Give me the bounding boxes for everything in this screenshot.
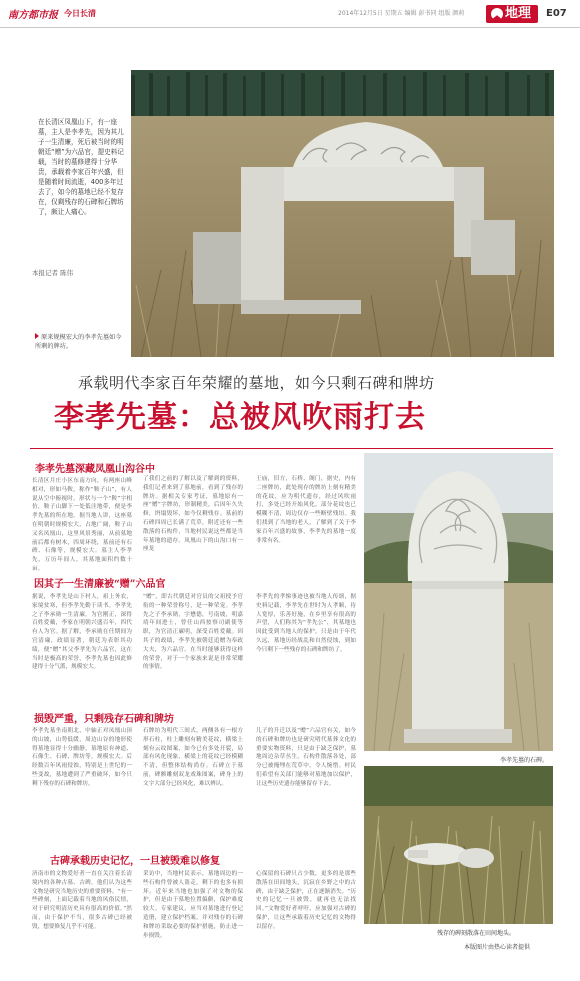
edition-name: 今日长清	[64, 9, 96, 18]
page-number: E07	[546, 8, 567, 19]
section-4-col-3: 心保留的石碑只占少数，更多的是那些散落在田间地头，沉寂在乡野之中的古碑，由于缺乏保护，正在逐渐消失。“历史的记忆一旦被毁，就再也无法找回。”文物爱好者呼吁，应加强对古碑的保护，让这些承载着历史记忆的文物得以留存。	[256, 871, 356, 930]
fallen-stones-photo	[364, 766, 553, 924]
archway-photo-art	[131, 70, 554, 357]
section-3-col-1: 李孝先墓坐南朝北，中轴正对凤凰山顶的山坡，山势低缓，周边山谷的地形使得墓地显得十分幽静，墓地原有神道、石像生、石碑、牌坊等，规模宏大。后经数百年风雨侵蚀，特别是上世纪的一些变故，墓地遭到了严重破坏，如今只剩下残存的石碑和牌坊。	[32, 728, 132, 787]
section-4-col-2: 采访中，当地村民表示，墓地周边的一些石构件曾被人盗走，剩下的也多有损坏。近年来当地也加强了对文物的保护，但是由于墓地位置偏僻，保护难度较大。专家建议，应当对墓地进行登记造册，建立保护档案，并对残存的石碑和牌坊采取必要的保护措施，防止进一步损毁。	[143, 871, 243, 939]
section-title-1: 李孝先墓深藏凤凰山沟谷中	[35, 464, 155, 475]
section-2-col-1: 据说，李孝先是山下村人，祖上务农，家境贫寒，但李孝先勤于读书。李孝先之子李承勋一生清廉，为官刚正，深得百姓爱戴，李家在明朝兴盛百年，四代有人为官。据了解，李承勋在任期间为官清廉，政绩显著，朝廷为表彰其功绩，便“赠”其父李孝先为六品官，这在当时是极高的荣誉，李孝先墓也因此修建得十分气派，规模宏大。	[32, 594, 132, 671]
section-label: 地理	[505, 6, 532, 21]
photo-credit: 本版图片由热心读者提供	[464, 944, 531, 951]
section-title-3: 损毁严重，只剩残存石碑和牌坊	[34, 714, 174, 725]
section-3-col-3: 儿子的升迁以及“赠”六品官有关，如今的石碑和牌坊也是研究明代墓葬文化的重要实物资料，只是由于缺乏保护，墓地周边杂草丛生，石构件散落各处，部分已被掩埋在荒草中，令人惋惜。村民们希望有关部门能够对墓地加以保护，让这些历史遗存能够留存下去。	[256, 728, 356, 787]
stele-photo	[364, 453, 553, 751]
archway-photo	[131, 70, 554, 357]
section-3-col-2: 石牌坊为明代三间式，两侧各有一根方形石柱，柱上雕刻有精美花纹，横梁上刻有云纹图案，如今已有多处开裂，局部有风化现象，横梁上的花纹已经模糊不清，但整体结构尚存。石碑立于墓前，碑额雕刻双龙戏珠图案，碑身上的文字大部分已经风化，难以辨认。	[143, 728, 243, 787]
section-title-4: 古碑承载历史记忆，一旦被毁难以修复	[50, 856, 220, 867]
lead-paragraph: 在长清区凤凰山下，有一座墓，主人是李孝先，因为其儿子一生清廉，死后被当时的明朝廷“赠”为六品官，提史料记载，当时的墓修建得十分华贵，承载着李家百年兴盛，但是随着时间流逝，400多年过去了，如今的墓地已经不复存在，仅剩残存的石碑和石牌坊了，颇让人痛心。	[38, 118, 124, 216]
fallen-stones-caption: 残存的碑刻散落在田间地头。	[437, 930, 516, 937]
section-1-col-2: 了我们之前的了解以及了解到的资料，我们记者来到了墓地前，看到了残存的牌坊。据相关专家考证，墓地原有一座“赠”字牌坊，形制精美，后因年久失修，坍塌毁坏，如今仅剩残存。墓前的石碑四周已长满了荒草，附近还有一些散落的石构件，当地村民说这些都是当年墓地的遗存。凤凰山下的山沟口有一座龙	[143, 476, 243, 553]
caption-arrow-icon	[35, 333, 39, 339]
main-headline: 李孝先墓：总被风吹雨打去	[54, 400, 426, 435]
section-2-col-2: “赠”，即古代朝廷对官员的父祖授予官衔的一种荣誉称号，是一种荣宠。李孝先之子李承勋，字懋德，号南坡，明嘉靖年间进士，曾任山西按察司副使等职，为官清正廉明，深受百姓爱戴。因其子的政绩，李孝先被朝廷追赠为奉政大夫，为六品官。在当时能够获得这样的荣誉，对于一个家族来说是非常荣耀的事情。	[143, 594, 243, 671]
sub-headline: 承载明代李家百年荣耀的墓地，如今只剩石碑和牌坊	[78, 374, 435, 392]
fallen-stones-photo-art	[364, 766, 553, 924]
section-1-col-1: 长清区月庄小区东南方向，有两座山峰相对，形如马鞍，称作“鞍子山”，有人说从空中俯视时，形状与一个“鞍”字相仿，鞍子山脚下一处低洼地带，便是李孝先墓的所在地。据当地人讲，这座墓在明朝时规模宏大，占地广阔，鞍子山又名凤凰山，这里风景秀丽，从前墓地前后都有树木，四周环绕，墓前还有石碑、石像等，规模宏大。墓主人李孝先，万历年间人，其墓地面积约数十亩。	[32, 478, 132, 572]
stele-caption: 李孝先墓的石碑。	[500, 757, 549, 764]
section-2-col-3: 李孝先的孝悌事迹也被当地人传颂，据史料记载，李孝先在世时为人孝顺，待人宽厚，乐善好施，在乡里享有很高的声望，人们称其为“孝先公”，其墓地也因此受到当地人的保护。只是由于年代久远，墓地历经战乱和自然侵蚀，到如今只剩下一些残存的石碑和牌坊了。	[256, 594, 356, 653]
headline-rule	[30, 448, 553, 449]
section-title-2: 因其子一生清廉被“赠”六品官	[34, 579, 166, 590]
newspaper-logo: 南方都市报	[8, 10, 58, 21]
reporter-byline: 本报记者 陈伟	[32, 269, 74, 277]
issue-meta: 2014年12月5日 星期五 编辑 彭书同 组版 颜莉	[338, 10, 465, 17]
archway-caption: 原来规模宏大的李孝先墓如今所剩的牌坊。	[35, 334, 122, 350]
section-1-col-3: 王庙，旧方，石桥、阁门，据史，内有二座牌坊，此处现存的牌坊上刻有精美的花纹，应为明代遗存，经过风吹雨打，多处已经开始风化，部分花纹也已模糊不清，周边仅存一些断壁残垣。我们找到了当地的老人，了解到了关于李家百年兴盛的故事，李孝先的墓地一度非常有名。	[256, 476, 356, 544]
stele-photo-art	[364, 453, 553, 751]
section-4-col-1: 济南市的文物爱好者一直在关注着长清境内的各种古墓、古碑，他们认为这些文物是研究当地历史的重要资料。“有一些碑刻，上面记载着当地的风俗民情，对于研究明清历史具有很高的价值。”然而，由于保护不当，很多古碑已经被毁，想要修复几乎不可能。	[32, 871, 132, 930]
